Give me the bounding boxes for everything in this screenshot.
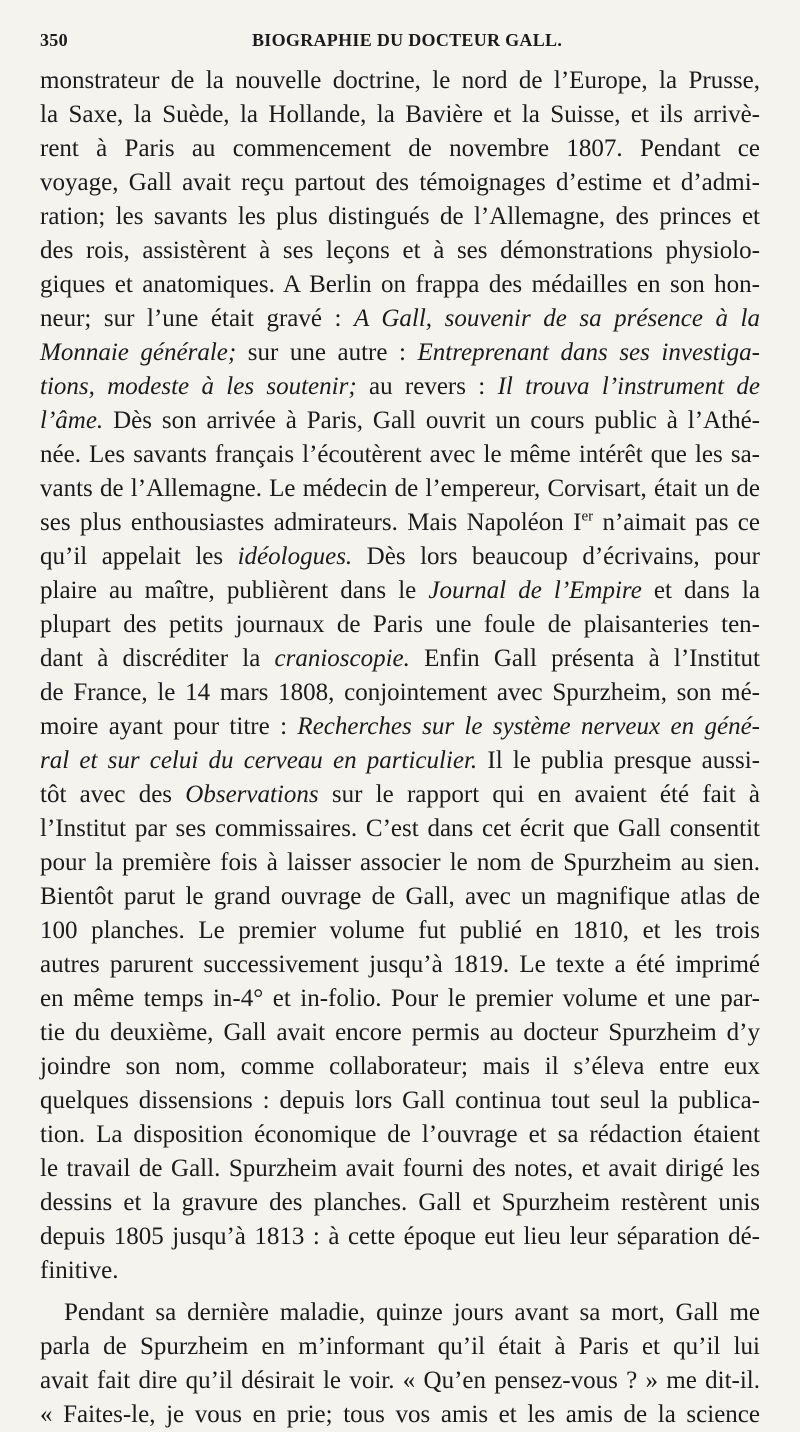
text-line: en même temps in-4° et in-folio. Pour le premier volume et une par-	[40, 985, 760, 1012]
text-line: tie du deuxième, Gall avait encore permis au docteur Spurzheim d’y	[40, 1019, 760, 1046]
text-line: l’âme. Dès son arrivée à Paris, Gall ouvrit un cours public à l’Athé-	[40, 407, 760, 434]
text-line: ration; les savants les plus distingués de l’Allemagne, des princes et	[40, 203, 760, 230]
text-line: 100 planches. Le premier volume fut publié en 1810, et les trois	[40, 917, 760, 944]
text-line: neur; sur l’une était gravé : A Gall, souvenir de sa présence à la	[40, 305, 760, 332]
body-text	[40, 64, 760, 1432]
text-line: née. Les savants français l’écoutèrent avec le même intérêt que les sa-	[40, 441, 760, 468]
text-line: de France, le 14 mars 1808, conjointement avec Spurzheim, son mé-	[40, 679, 760, 706]
text-line: tions, modeste à les soutenir; au revers : Il trouva l’instrument de	[40, 373, 760, 400]
text-line: voyage, Gall avait reçu partout des témoignages d’estime et d’admi-	[40, 169, 760, 196]
text-line: tion. La disposition économique de l’ouvrage et sa rédaction étaient	[40, 1121, 760, 1148]
text-line: monstrateur de la nouvelle doctrine, le nord de l’Europe, la Prusse,	[40, 67, 760, 94]
text-line: ral et sur celui du cerveau en particulier. Il le publia presque aussi-	[40, 747, 760, 774]
running-title: BIOGRAPHIE DU DOCTEUR GALL.	[252, 30, 563, 50]
text-line: le travail de Gall. Spurzheim avait fourni des notes, et avait dirigé les	[40, 1155, 760, 1182]
text-line: des rois, assistèrent à ses leçons et à ses démonstrations physiolo-	[40, 237, 760, 264]
text-line: autres parurent successivement jusqu’à 1819. Le texte a été imprimé	[40, 951, 760, 978]
text-line: finitive.	[40, 1257, 119, 1284]
text-line: giques et anatomiques. A Berlin on frappa des médailles en son hon-	[40, 271, 760, 298]
text-line: tôt avec des Observations sur le rapport qui en avaient été fait à	[40, 781, 760, 808]
text-line: joindre son nom, comme collaborateur; mais il s’éleva entre eux	[40, 1053, 760, 1080]
text-line: quelques dissensions : depuis lors Gall continua tout seul la publica-	[40, 1087, 760, 1114]
text-line: vants de l’Allemagne. Le médecin de l’empereur, Corvisart, était un de	[40, 475, 760, 502]
text-line: rent à Paris au commencement de novembre 1807. Pendant ce	[40, 135, 760, 162]
text-line: ses plus enthousiastes admirateurs. Mais Napoléon Ier n’aimait pas ce	[40, 508, 760, 536]
text-line: depuis 1805 jusqu’à 1813 : à cette époque eut lieu leur séparation dé-	[40, 1223, 760, 1250]
text-line: dant à discréditer la cranioscopie. Enfin Gall présenta à l’Institut	[40, 645, 761, 672]
text-line: la Saxe, la Suède, la Hollande, la Bavière et la Suisse, et ils arrivè-	[40, 101, 760, 128]
text-line: « Faites-le, je vous en prie; tous vos amis et les amis de la science	[40, 1401, 760, 1428]
text-line: dessins et la gravure des planches. Gall et Spurzheim restèrent unis	[40, 1189, 760, 1216]
running-header	[40, 30, 760, 60]
text-line: pour la première fois à laisser associer le nom de Spurzheim au sien.	[40, 849, 760, 876]
page-number: 350	[40, 30, 68, 50]
text-line: l’Institut par ses commissaires. C’est dans cet écrit que Gall consentit	[40, 815, 760, 842]
text-line: moire ayant pour titre : Recherches sur le système nerveux en géné-	[40, 713, 760, 740]
text-line: Bientôt parut le grand ouvrage de Gall, avec un magnifique atlas de	[40, 883, 760, 910]
text-line: qu’il appelait les idéologues. Dès lors beaucoup d’écrivains, pour	[40, 543, 760, 570]
text-line: plupart des petits journaux de Paris une foule de plaisanteries ten-	[40, 611, 760, 638]
text-line: plaire au maître, publièrent dans le Journal de l’Empire et dans la	[40, 577, 760, 604]
paragraph-break	[40, 1288, 760, 1296]
text-line: Monnaie générale; sur une autre : Entreprenant dans ses investiga-	[40, 339, 761, 366]
text-line: avait fait dire qu’il désirait le voir. « Qu’en pensez-vous ? » me dit-il.	[40, 1367, 760, 1394]
text-line: Pendant sa dernière maladie, quinze jours avant sa mort, Gall me	[64, 1299, 760, 1326]
text-line: parla de Spurzheim en m’informant qu’il était à Paris et qu’il lui	[40, 1333, 760, 1360]
